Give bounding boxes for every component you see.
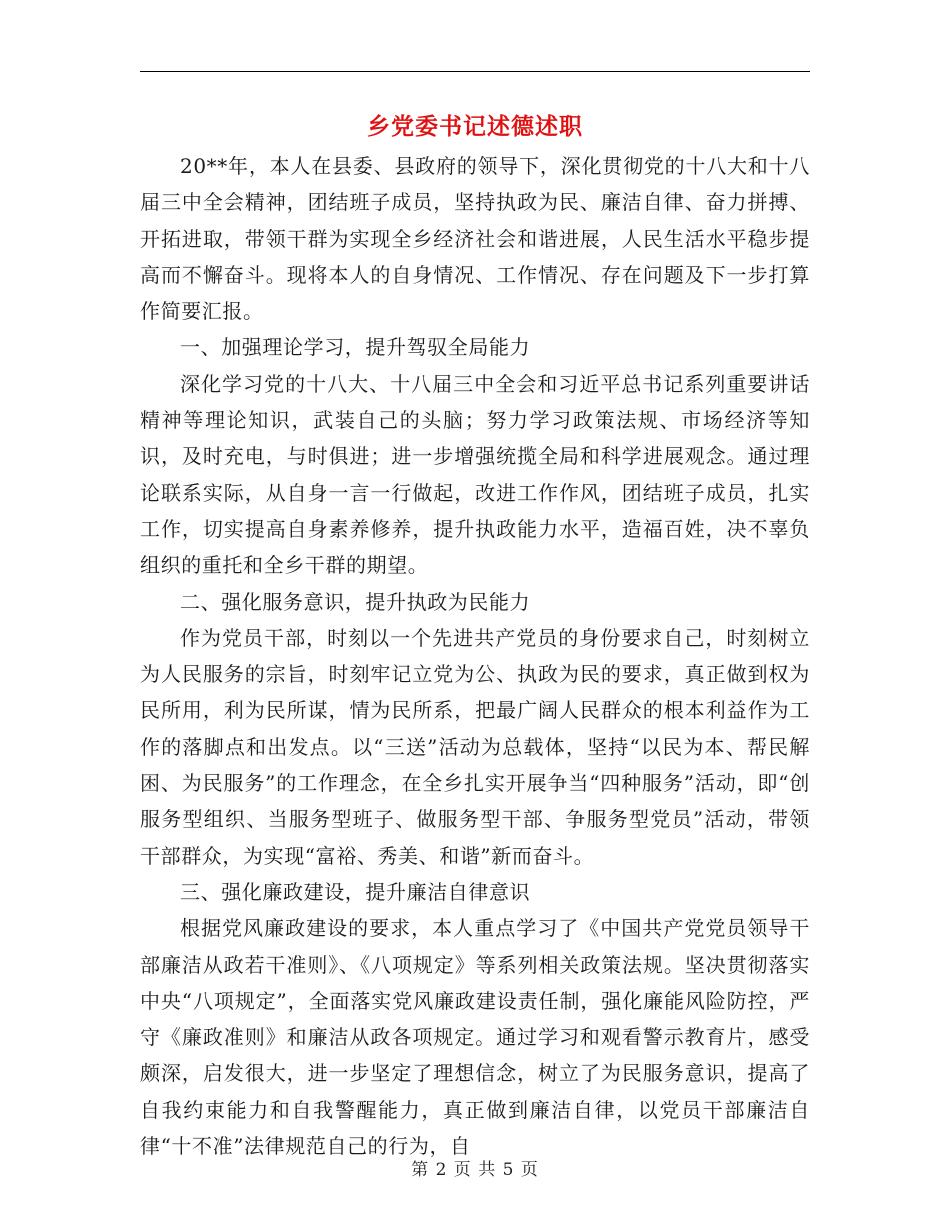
page-number: 第 2 页 共 5 页 bbox=[411, 1160, 539, 1180]
document-title: 乡党委书记述德述职 bbox=[367, 113, 583, 140]
section-paragraph-1: 深化学习党的十八大、十八届三中全会和习近平总书记系列重要讲话精神等理论知识，武装自己的头脑；努力学习政策法规、市场经济等知识，及时充电，与时俱进；进一步增强统揽全局和科学进展观念。通过理论联系实际，从自身一言一行做起，改进工作作风，团结班子成员，扎实工作，切实提高自身素养修养，提升执政能力水平，造福百姓，决不辜负组织的重托和全乡干群的期望。 bbox=[140, 371, 810, 578]
section-heading-1: 一、加强理论学习，提升驾驭全局能力 bbox=[180, 335, 531, 360]
intro-paragraph: 20**年，本人在县委、县政府的领导下，深化贯彻党的十八大和十八届三中全会精神，团结班子成员，坚持执政为民、廉洁自律、奋力拼搏、开拓进取，带领干群为实现全乡经济社会和谐进展，人民生活水平稳步提高而不懈奋斗。现将本人的自身情况、工作情况、存在问题及下一步打算作简要汇报。 bbox=[140, 154, 810, 324]
section-heading-3: 三、强化廉政建设，提升廉洁自律意识 bbox=[180, 879, 531, 904]
document-body bbox=[140, 148, 810, 1164]
section-paragraph-2: 作为党员干部，时刻以一个先进共产党员的身份要求自己，时刻树立为人民服务的宗旨，时刻牢记立党为公、执政为民的要求，真正做到权为民所用，利为民所谋，情为民所系，把最广阔人民群众的根本利益作为工作的落脚点和出发点。以“三送”活动为总载体，坚持“以民为本、帮民解困、为民服务”的工作理念，在全乡扎实开展争当“四种服务”活动，即“创服务型组织、当服务型班子、做服务型干部、争服务型党员”活动，带领干部群众，为实现“富裕、秀美、和谐”新而奋斗。 bbox=[140, 625, 810, 868]
header-rule bbox=[140, 71, 810, 72]
section-paragraph-3: 根据党风廉政建设的要求，本人重点学习了《中国共产党党员领导干部廉洁从政若干准则》、《八项规定》等系列相关政策法规。坚决贯彻落实中央“八项规定”，全面落实党风廉政建设责任制，强化廉能风险防控，严守《廉政准则》和廉洁从政各项规定。通过学习和观看警示教育片，感受颇深，启发很大，进一步坚定了理想信念，树立了为民服务意识，提高了自我约束能力和自我警醒能力，真正做到廉洁自律，以党员干部廉洁自律“十不准”法律规范自己的行为，自 bbox=[140, 916, 810, 1159]
section-heading-2: 二、强化服务意识，提升执政为民能力 bbox=[180, 589, 531, 614]
